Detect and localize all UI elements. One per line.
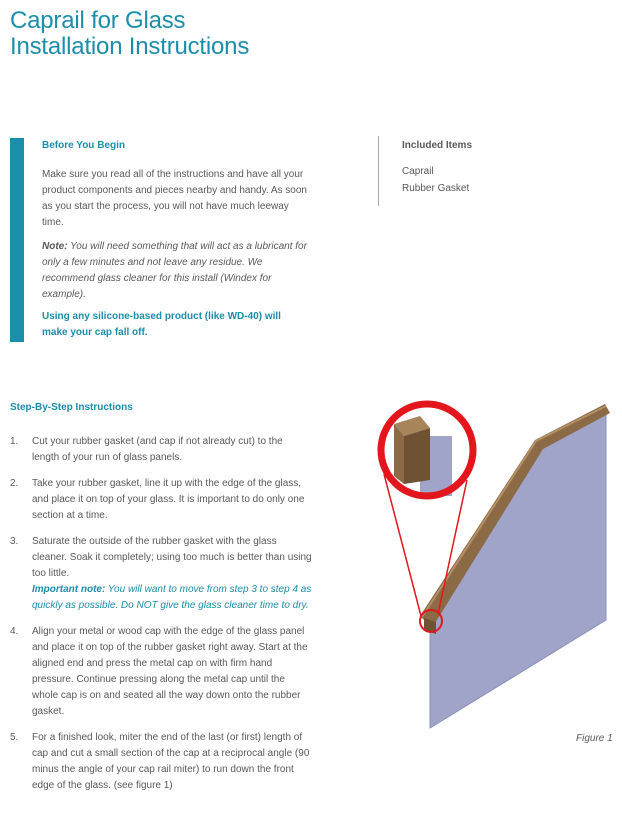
step-text: Saturate the outside of the rubber gasket with the glass cleaner. Soak it completely; using too much is better than using too little. [32, 536, 312, 579]
included-list [402, 163, 472, 197]
silicone-warning: Using any silicone-based product (like WD-40) will make your cap fall off. [42, 311, 281, 338]
step-4 [10, 624, 312, 720]
step-number: 4. [10, 626, 19, 637]
step-number: 1. [10, 436, 19, 447]
step-3 [10, 534, 312, 614]
note-label: Note: [42, 241, 68, 252]
page-title [10, 8, 249, 60]
steps-list [10, 434, 312, 804]
before-heading: Before You Begin [42, 140, 125, 151]
step-number: 2. [10, 478, 19, 489]
included-item-gasket: Rubber Gasket [402, 183, 470, 194]
title-line-1: Caprail for Glass [10, 7, 186, 34]
title-line-2: Installation Instructions [10, 33, 250, 60]
step-2 [10, 476, 312, 524]
important-label: Important note: [32, 584, 106, 595]
important-text: You will want to move from step 3 to step 4 as quickly as possible. Do NOT give the glass cleaner time to dry. [32, 584, 312, 611]
vertical-divider [378, 136, 379, 206]
included-heading: Included Items [402, 140, 473, 151]
before-note [42, 239, 307, 303]
included-item-caprail: Caprail [402, 166, 434, 177]
figure-1-illustration [370, 398, 622, 750]
before-you-begin-section [42, 140, 307, 341]
included-items-section [402, 140, 472, 197]
step-text: Take your rubber gasket, line it up with the edge of the glass, and place it on top of your glass. It is important to do only one section at a time. [32, 478, 305, 521]
step-text: Align your metal or wood cap with the edge of the glass panel and place it on top of the rubber gasket right away. Start at the aligned end and press the metal cap on with firm hand pressure. Continue pressing along the metal cap until the whole cap is on and seated all the way down onto the rubber gasket. [32, 626, 308, 717]
steps-heading: Step-By-Step Instructions [10, 402, 133, 413]
section-accent-bar [10, 138, 24, 342]
step-text: For a finished look, miter the end of the last (or first) length of cap and cut a small section of the cap at a reciprocal angle (90 minus the angle of your cap rail miter) to run down the front edge of the glass. (see figure 1) [32, 732, 310, 791]
note-text: You will need something that will act as a lubricant for only a few minutes and not leave any residue. We recommend glass cleaner for this install (Windex for example). [42, 241, 307, 300]
step-number: 5. [10, 732, 19, 743]
step-number: 3. [10, 536, 19, 547]
before-intro: Make sure you read all of the instructions and have all your product components and pieces nearby and handy. As soon as you start the process, you will not have much leeway time. [42, 169, 307, 228]
magnified-cap-side [404, 428, 430, 484]
step-text: Cut your rubber gasket (and cap if not already cut) to the length of your run of glass panels. [32, 436, 283, 463]
step-1 [10, 434, 312, 466]
step-5 [10, 730, 312, 794]
important-note [32, 582, 312, 614]
figure-caption: Figure 1 [576, 733, 613, 744]
